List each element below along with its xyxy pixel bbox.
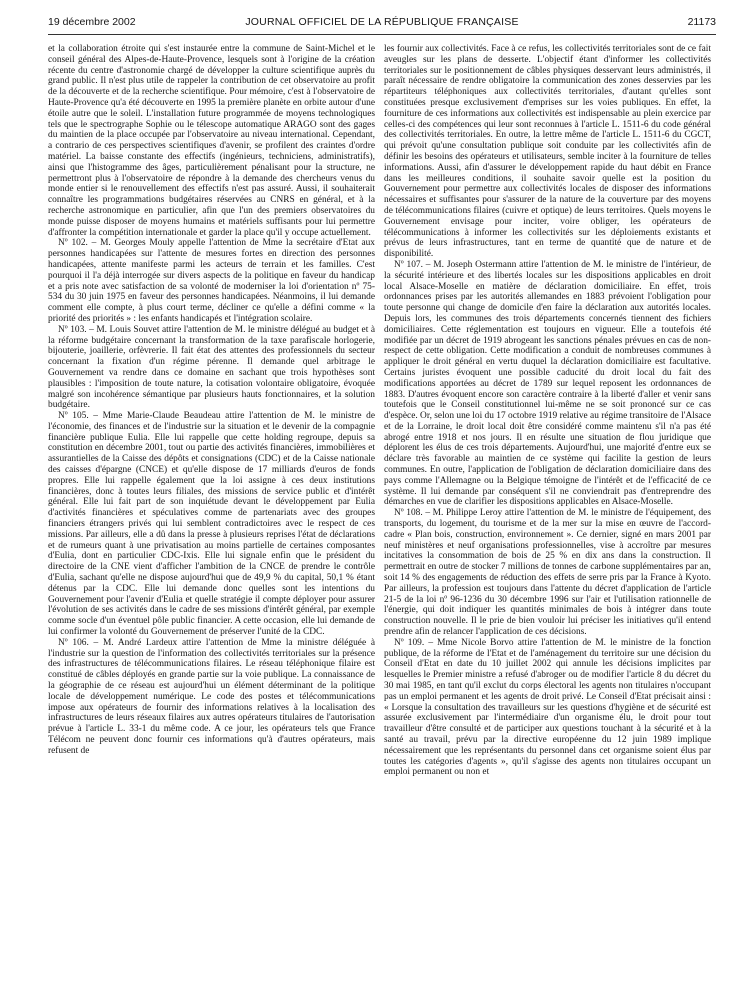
left-column bbox=[48, 44, 375, 984]
right-column bbox=[384, 44, 711, 984]
paragraph-observatoire: et la collaboration étroite qui s'est instaurée entre la commune de Saint-Michel et le conseil général des Alpes-de-Haute-Provence, lesquels sont à l'origine de la création récente du centre d'astronomie chargé de développer la culture scientifique auprès du grand public. Il n'est plus utile de rappeler la contribution de cet observatoire au profit de la découverte et de la recherche scientifique. Pour mémoire, c'est à l'observatoire de Haute-Provence qu'a été découverte en 1995 la première planète en orbite autour d'une étoile autre que le soleil. L'installation future programmée de moyens technologiques tels que le spectrographe Sophie ou le télescope automatique ARAGO sont des gages du maintien de la place occupée par l'observatoire au niveau international. Cependant, a contrario de ces perspectives scientifiques d'avenir, se profilent des craintes d'ordre matériel. La baisse constante des effectifs (ingénieurs, techniciens, administratifs), ainsi que l'histogramme des âges, particulièrement pénalisant pour la structure, ne permettront plus à l'observatoire de répondre à la demande des chercheurs venus du monde entier si le renouvellement des effectifs n'est pas assuré. Aussi, il souhaiterait connaître les programmations budgétaires réservées au CNRS en général, et à la recherche astronomique en particulier, afin que l'un des premiers observatoires du monde puisse disposer de moyens humains et matériels suffisants pour lui permettre d'affronter la compétition internationale et garder la place qu'il y occupe actuellement. bbox=[48, 44, 375, 238]
page-header bbox=[48, 16, 716, 36]
question-102: Nº 102. – M. Georges Mouly appelle l'attention de Mme la secrétaire d'Etat aux personnes handicapées sur l'attente de mesures fortes en direction des personnes handicapées, attente manifeste parmi les acteurs de terrain et les familles. C'est pourquoi il l'a déjà interrogée sur divers aspects de la politique en faveur du handicap et a pris note avec satisfaction de sa volonté de moderniser la loi d'orientation nº 75-534 du 30 juin 1975 en faveur des personnes handicapées. Néanmoins, il lui demande comment elle compte, à plus court terme, décliner ce qu'elle a défini comme « la priorité des priorités » : les enfants handicapés et l'intégration scolaire. bbox=[48, 238, 375, 324]
header-page-number: 21173 bbox=[687, 16, 716, 28]
question-105: Nº 105. – Mme Marie-Claude Beaudeau attire l'attention de M. le ministre de l'économie, des finances et de l'industrie sur la situation et le devenir de la compagnie financière publique Eulia. Elle lui rappelle que cette holding regroupe, depuis sa constitution en décembre 2001, tout ou partie des activités financières, immobilières et assurantielles de la Caisse des dépôts et consignations (CDC) et de la Caisse nationale des caisses d'épargne (CNCE) et qu'elle dispose de 17 milliards d'euros de fonds propres. Elle lui rappelle également que la loi assigne à ces deux institutions financières, donc à toutes leurs filiales, des missions de service public et d'intérêt général. Elle lui fait part de son inquiétude devant le développement par Eulia d'activités financières et spéculatives comme de partenariats avec des groupes financiers étrangers privés qui lui semblent contradictoires avec le respect de ces missions. Par ailleurs, elle a dû dans la presse à plusieurs reprises l'état de déclarations et de rumeurs quant à une privatisation au moins partielle de certaines composantes d'Eulia, dont en particulier CDC-Ixis. Elle lui signale enfin que le président du directoire de la CNE vient d'afficher l'ambition de la CNCE de prendre le contrôle d'Eulia, sachant qu'elle ne dispose aujourd'hui que de 49,9 % du capital, 50,1 % étant détenus par la CDC. Elle lui demande donc quelles sont les intentions du Gouvernement pour l'avenir d'Eulia et quelle stratégie il compte déployer pour assurer l'évolution de ses activités dans le cadre de ses missions d'intérêt général, par exemple comme socle d'un éventuel pôle public financier. A cette occasion, elle lui demande de lui confirmer la volonté du Gouvernement de préserver l'unité de la CDC. bbox=[48, 411, 375, 638]
question-107: Nº 107. – M. Joseph Ostermann attire l'attention de M. le ministre de l'intérieur, de la sécurité intérieure et des libertés locales sur les dispositions applicables en droit local Alsace-Moselle en matière de déclaration domiciliaire. En effet, trois ordonnances prises par les autorités allemandes en 1883 prévoient l'obligation pour toute personne qui change de domicile d'en faire la déclaration aux autorités locales. Depuis lors, les communes des trois départements concernés tiennent des fichiers domiciliaires. Cette réglementation est toujours en vigueur. Elle a toutefois été modifiée par un décret de 1919 abrogeant les sanctions pénales prévues en cas de non-respect de cette obligation. Cette modification a conduit de nombreuses communes à appliquer le droit général en vertu duquel la déclaration domiciliaire est facultative. Certains juristes évoquent une possible caducité du droit local du fait des modifications apportées au décret de 1789 sur lequel reposent les ordonnances de 1883. D'autres évoquent encore son caractère contraire à la liberté d'aller et venir sans toutefois que le Conseil constitutionnel lui-même ne se soit prononcé sur ce cas d'espèce. Or, selon une loi du 17 octobre 1919 relative au régime transitoire de l'Alsace et de la Lorraine, le droit local doit être considéré comme maintenu s'il n'a pas été abrogé entre 1918 et nos jours. Il en résulte une situation de flou juridique que déplorent les élus de ces trois départements. Aujourd'hui, une majorité d'entre eux se déclare très favorable au maintien de ce système qui facilite la gestion de leurs communes. En outre, l'application de l'obligation de déclaration domiciliaire dans des pays comme l'Allemagne ou la Belgique témoigne de l'intérêt et de l'efficacité de ce système. Il lui demande par conséquent s'il ne conviendrait pas d'entreprendre des démarches en vue de clarifier les dispositions applicables en Alsace-Moselle. bbox=[384, 259, 711, 508]
header-title: JOURNAL OFFICIEL DE LA RÉPUBLIQUE FRANÇAISE bbox=[245, 16, 519, 28]
question-106: Nº 106. – M. André Lardeux attire l'attention de Mme la ministre déléguée à l'industrie sur la question de l'information des collectivités territoriales sur la présence des infrastructures de télécommunications filaires. Le réseau téléphonique filaire est constitué de câbles déployés en grande partie sur la voie publique. La connaissance de la géographie de ce réseau est aujourd'hui un élément déterminant de la politique locale de développement numérique. Le code des postes et télécommunications impose aux opérateurs de fournir des informations relatives à la localisation des infrastructures de leurs réseaux filaires aux autres opérateurs titulaires de l'autorisation prévue à l'article L. 33-1 du même code. A ce jour, les opérateurs tels que France Télécom ne peuvent donc fournir ces informations qu'à d'autres opérateurs, mais refusent de bbox=[48, 637, 375, 756]
question-106-continued: les fournir aux collectivités. Face à ce refus, les collectivités territoriales sont de ce fait aveugles sur les plans de desserte. L'objectif étant d'informer les collectivités territoriales sur le positionnement de câbles physiques desservant leurs administrés, il paraît nécessaire de rendre obligatoire la communication des zones desservies par les répartiteurs téléphoniques aux collectivités territoriales, d'autant qu'elles sont constituées presque exclusivement d'emprises sur les voies publiques. En effet, la fourniture de ces informations aux collectivités est indispensable au plein exercice par celles-ci des compétences qui leur sont reconnues à l'article L. 1511-6 du code général des collectivités territoriales. En outre, la lettre même de l'article L. 1511-6 du CGCT, qui prévoit qu'une consultation publique soit conduite par les collectivités afin de définir les besoins des opérateurs et utilisateurs, semble inciter à la fourniture de telles informations. Aussi, afin d'assurer le développement rapide du haut débit en France dans les meilleures conditions, il souhaite savoir quelle est la position du Gouvernement pour permettre aux collectivités locales de disposer des informations nécessaires et suffisantes pour s'assurer de la nature de la couverture par des moyens de télécommunications filaires (cuivre et optique) de leurs territoires. Quels moyens le Gouvernement envisage pour inciter, voire obliger, les opérateurs de télécommunications à informer les collectivités sur les déploiements existants et prévus de leurs infrastructures, tant en terme de quantité que de nature et de disponibilité. bbox=[384, 44, 711, 260]
question-103: Nº 103. – M. Louis Souvet attire l'attention de M. le ministre délégué au budget et à la réforme budgétaire concernant la transformation de la taxe parafiscale horlogerie, bijouterie, joaillerie, orfèvrerie. Il fait état des attentes des professionnels du secteur concernant la fixation d'un régime pérenne. Il demande quel arbitrage le Gouvernement va rendre dans ce domaine en sachant que trois hypothèses sont plausibles : l'imposition de toute nature, la cotisation volontaire obligatoire, évoquée malgré son incohérence sémantique par plusieurs hauts fonctionnaires, et la solution budgétaire. bbox=[48, 324, 375, 411]
header-date: 19 décembre 2002 bbox=[48, 16, 136, 28]
header-rule bbox=[48, 34, 716, 35]
question-108: Nº 108. – M. Philippe Leroy attire l'attention de M. le ministre de l'équipement, des transports, du logement, du tourisme et de la mer sur la mise en œuvre de l'accord-cadre « Plan bois, construction, environnement ». Ce dernier, signé en mars 2001 par neuf ministères et neuf organisations professionnelles, vise à accroître par mesures incitatives la consommation de bois de 25 % en dix ans dans la construction. Il permettrait en outre de stocker 7 millions de tonnes de carbone supplémentaires par an, soit 14 % des engagements de réduction des effets de serre pris par la France à Kyoto. Par ailleurs, la profession est toujours dans l'attente du décret d'application de l'article 21-5 de la loi nº 96-1236 du 30 décembre 1996 sur l'air et l'utilisation rationnelle de l'énergie, qui doit indiquer les quantités minimales de bois à intégrer dans toute construction nouvelle. Il le prie de bien vouloir lui préciser les initiatives qu'il entend prendre afin de relancer l'application de ces décisions. bbox=[384, 508, 711, 638]
question-109: Nº 109. – Mme Nicole Borvo attire l'attention de M. le ministre de la fonction publique, de la réforme de l'Etat et de l'aménagement du territoire sur une décision du Conseil d'Etat en date du 10 juillet 2002 qui annule les décisions implicites par lesquelles le Premier ministre a refusé d'abroger ou de modifier l'article 8 du décret du 30 mai 1985, en tant qu'il exclut du corps électoral les agents non titulaires n'occupant pas un emploi permanent et les agents de droit privé. Le Conseil d'Etat précisait ainsi : « Lorsque la consultation des travailleurs sur les questions d'hygiène et de sécurité est assurée exclusivement par l'intermédiaire d'un organisme élu, le droit pour tout travailleur d'être consulté et de participer aux questions touchant à la sécurité et à la santé au travail, prévu par la directive européenne du 12 juin 1989 implique nécessairement que les représentants du personnel dans cet organisme soient élus par toutes les catégories d'agents », qu'il s'agisse des agents non titulaires occupant un emploi permanent ou non et bbox=[384, 637, 711, 778]
